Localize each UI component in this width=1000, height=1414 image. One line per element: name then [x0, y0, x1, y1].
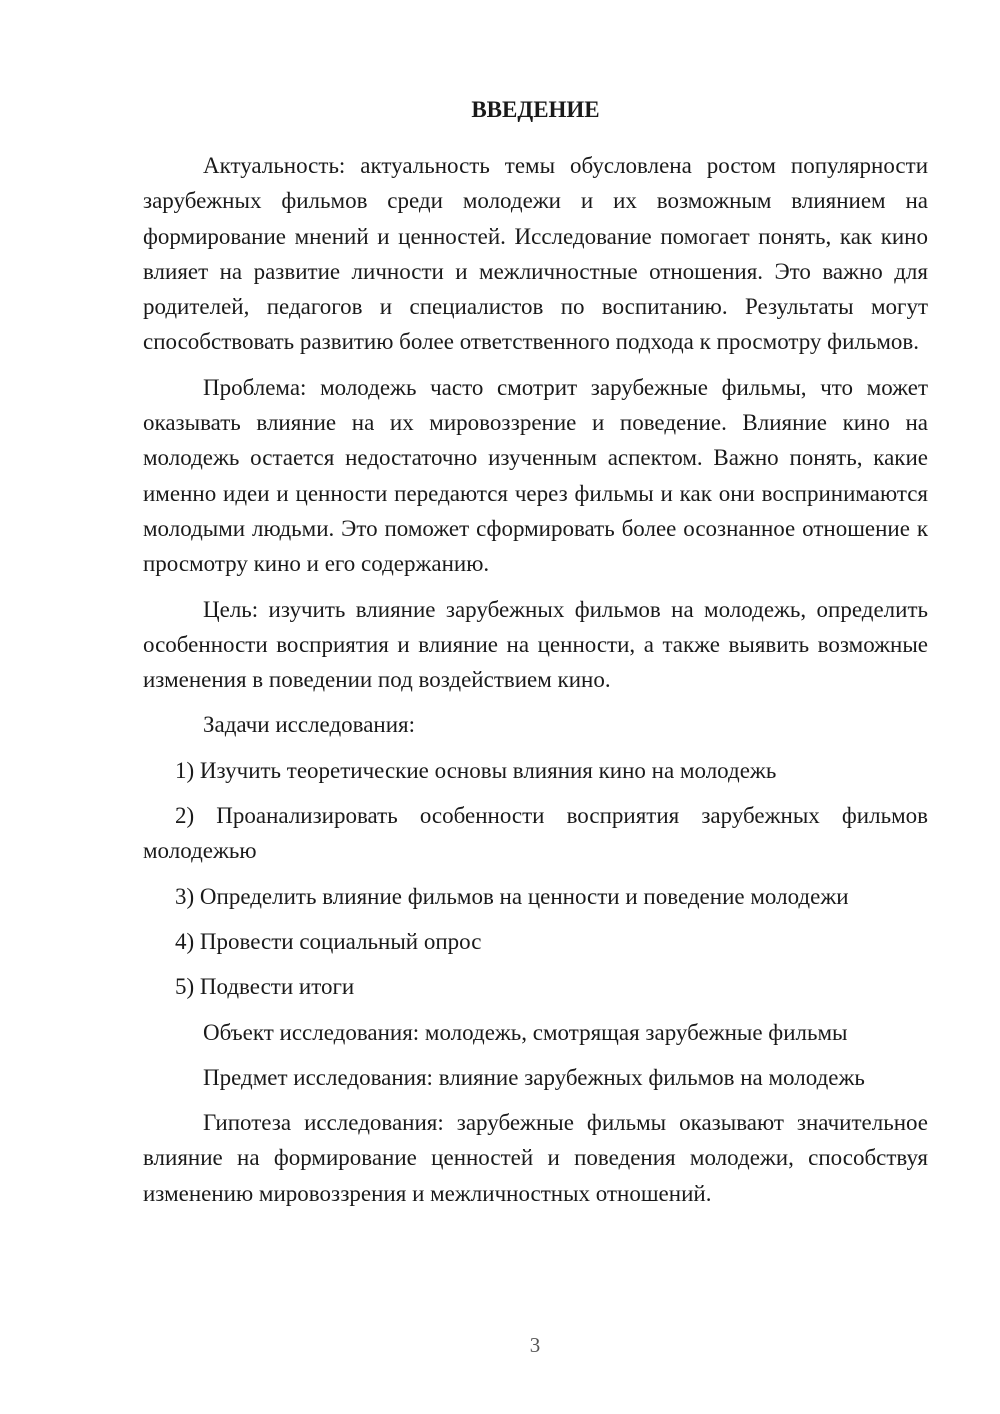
paragraph-problem: Проблема: молодежь часто смотрит зарубежные фильмы, что может оказывать влияние на их мировоззрение и поведение. Влияние кино на молодежь остается недостаточно изученным аспектом. Важно понять, какие именно идеи и ценности передаются через фильмы и как они воспринимаются молодыми людьми. Это поможет сформировать более осознанное отношение к просмотру кино и его содержанию. — [143, 374, 928, 577]
paragraph-object: Объект исследования: молодежь, смотрящая зарубежные фильмы — [203, 1019, 848, 1045]
list-item: 4) Провести социальный опрос — [175, 928, 482, 954]
paragraph-relevance: Актуальность: актуальность темы обусловлена ростом популярности зарубежных фильмов среди молодежи и их возможным влиянием на формирование мнений и ценностей. Исследование помогает понять, как кино влияет на развитие личности и межличностные отношения. Это важно для родителей, педагогов и специалистов по воспитанию. Результаты могут способствовать развитию более ответственного подхода к просмотру фильмов. — [143, 153, 928, 355]
list-item: 1) Изучить теоретические основы влияния кино на молодежь — [175, 757, 777, 783]
page-content — [143, 92, 928, 1221]
list-item: 5) Подвести итоги — [175, 974, 355, 1000]
paragraph-hypothesis: Гипотеза исследования: зарубежные фильмы оказывают значительное влияние на формирование ценностей и поведения молодежи, способствуя изменению мировоззрения и межличностных отношений. — [143, 1110, 928, 1206]
tasks-heading: Задачи исследования: — [203, 712, 416, 738]
paragraph-subject: Предмет исследования: влияние зарубежных фильмов на молодежь — [203, 1064, 865, 1090]
paragraph-goal: Цель: изучить влияние зарубежных фильмов на молодежь, определить особенности восприятия и влияние на ценности, а также выявить возможные изменения в поведении под воздействием кино. — [143, 596, 928, 693]
list-item: 2) Проанализировать особенности восприятия зарубежных фильмов молодежью — [143, 803, 928, 864]
page-number: 3 — [529, 1333, 541, 1357]
section-title: ВВЕДЕНИЕ — [471, 97, 600, 122]
tasks-list — [143, 753, 928, 1005]
list-item: 3) Определить влияние фильмов на ценности и поведение молодежи — [175, 883, 849, 909]
